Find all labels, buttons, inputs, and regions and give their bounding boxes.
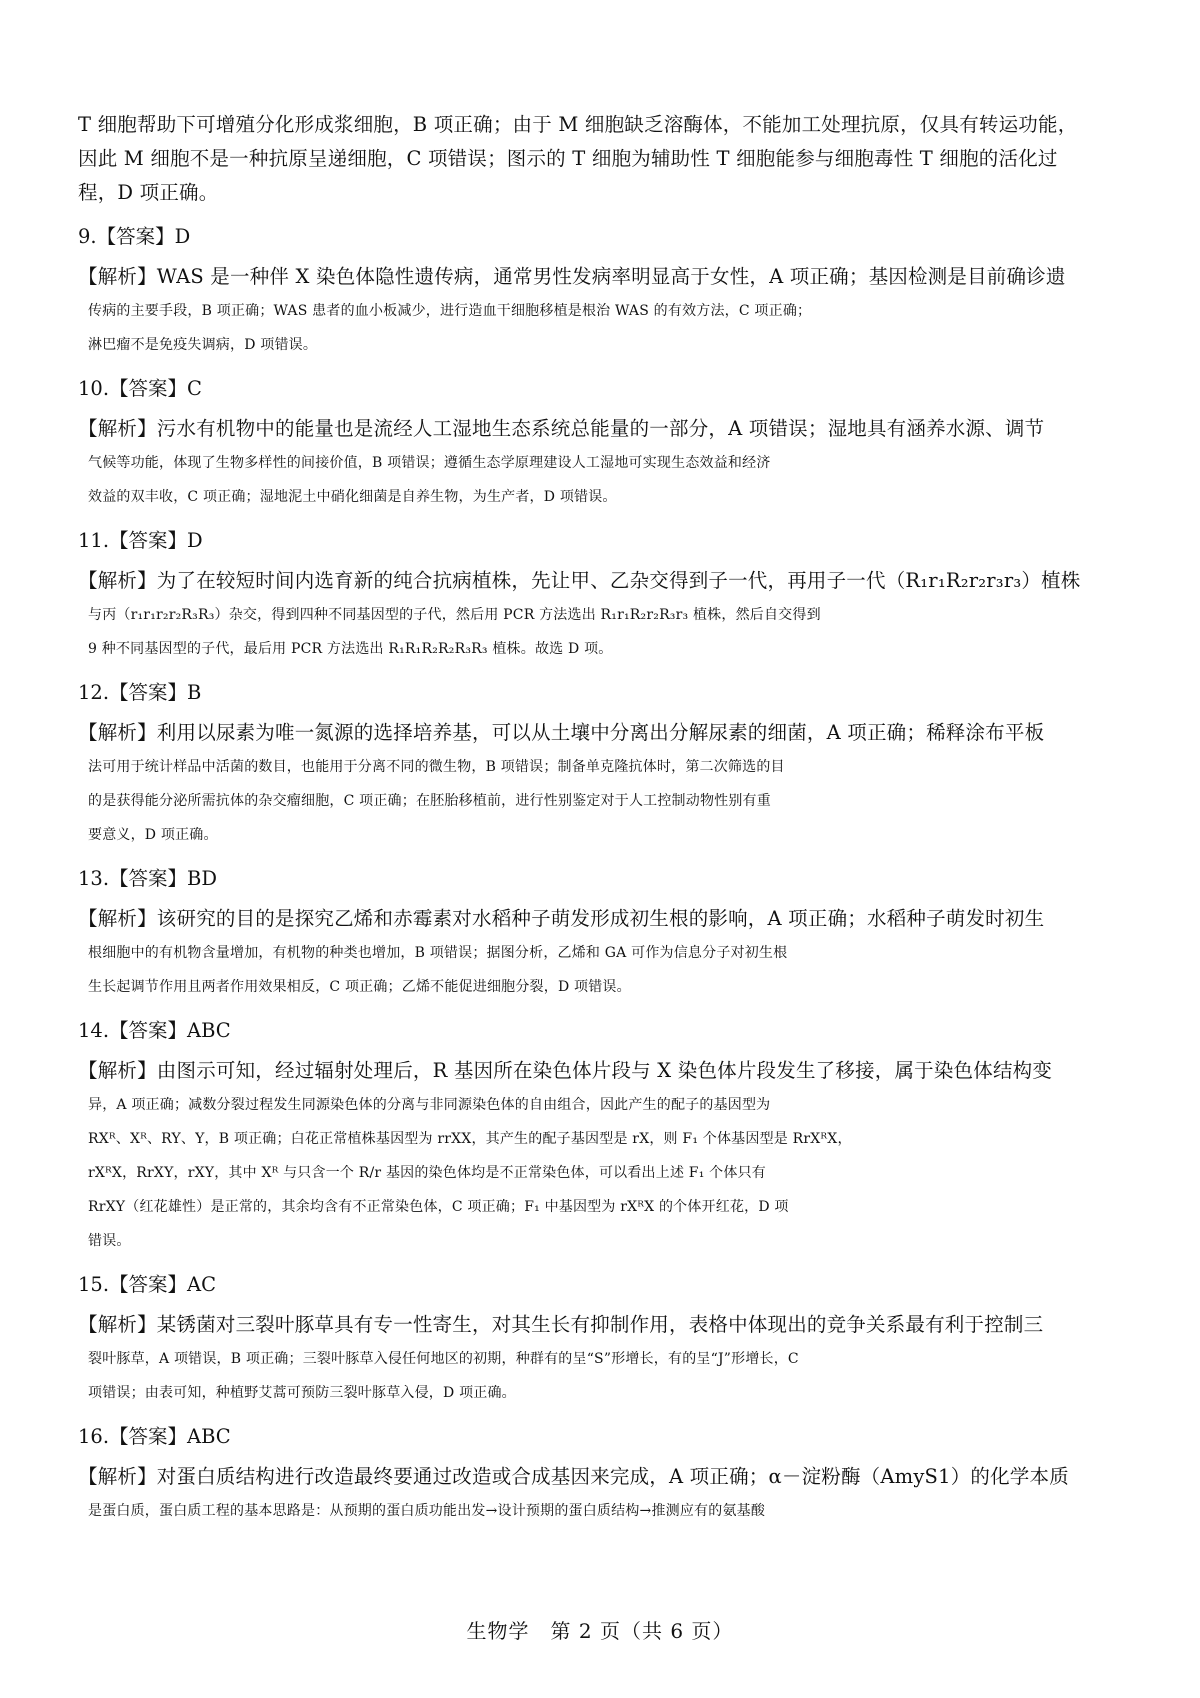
text-line: 【解析】为了在较短时间内选育新的纯合抗病植株，先让甲、乙杂交得到子一代，再用子一代（R₁r₁R₂r₂r₃r₃）植株: [78, 569, 1081, 592]
question-15: [78, 1268, 1118, 1410]
text-line: 异，A 项正确；减数分裂过程发生同源染色体的分离与非同源染色体的自由组合，因此产生的配子的基因型为: [88, 1097, 771, 1113]
answer-heading: 16.【答案】ABC: [78, 1425, 231, 1448]
text-line: 因此 M 细胞不是一种抗原呈递细胞，C 项错误；图示的 T 细胞为辅助性 T 细胞能参与细胞毒性 T 细胞的活化过: [78, 147, 1058, 170]
text-line: 要意义，D 项正确。: [88, 827, 218, 843]
answer-heading: 10.【答案】C: [78, 377, 202, 400]
answer-heading: 13.【答案】BD: [78, 867, 217, 890]
text-line: rXᴿX，RrXY，rXY，其中 Xᴿ 与只含一个 R/r 基因的染色体均是不正常染色体，可以看出上述 F₁ 个体只有: [88, 1165, 766, 1181]
text-line: 与丙（r₁r₁r₂r₂R₃R₃）杂交，得到四种不同基因型的子代，然后用 PCR 方法选出 R₁r₁R₂r₂R₃r₃ 植株，然后自交得到: [88, 607, 821, 623]
text-line: 【解析】WAS 是一种伴 X 染色体隐性遗传病，通常男性发病率明显高于女性，A 项正确；基因检测是目前确诊遗: [78, 265, 1066, 288]
text-line: 根细胞中的有机物含量增加，有机物的种类也增加，B 项错误；据图分析，乙烯和 GA 可作为信息分子对初生根: [88, 945, 788, 961]
text-line: 项错误；由表可知，种植野艾蒿可预防三裂叶豚草入侵，D 项正确。: [88, 1385, 516, 1401]
text-line: 【解析】该研究的目的是探究乙烯和赤霉素对水稻种子萌发形成初生根的影响，A 项正确；水稻种子萌发时初生: [78, 907, 1045, 930]
text-line: 生长起调节作用且两者作用效果相反，C 项正确；乙烯不能促进细胞分裂，D 项错误。: [88, 979, 631, 995]
text-line: 【解析】污水有机物中的能量也是流经人工湿地生态系统总能量的一部分，A 项错误；湿地具有涵养水源、调节: [78, 417, 1045, 440]
question-14: [78, 1014, 1118, 1258]
question-12: [78, 676, 1118, 852]
text-line: 效益的双丰收，C 项正确；湿地泥土中硝化细菌是自养生物，为生产者，D 项错误。: [88, 489, 617, 505]
text-line: 法可用于统计样品中活菌的数目，也能用于分离不同的微生物，B 项错误；制备单克隆抗体时，第二次筛选的目: [88, 759, 785, 775]
page-footer: 生物学 第 2 页（共 6 页）: [466, 1619, 734, 1643]
answer-heading: 12.【答案】B: [78, 681, 202, 704]
answer-heading: 11.【答案】D: [78, 529, 203, 552]
text-line: 裂叶豚草，A 项错误，B 项正确；三裂叶豚草入侵任何地区的初期，种群有的呈“S”形增长，有的呈“J”形增长，C: [88, 1351, 799, 1367]
question-9: [78, 220, 1118, 362]
text-line: 错误。: [88, 1233, 131, 1249]
text-line: RrXY（红花雄性）是正常的，其余均含有不正常染色体，C 项正确；F₁ 中基因型为 rXᴿX 的个体开红花，D 项: [88, 1199, 789, 1215]
question-10: [78, 372, 1118, 514]
text-line: 气候等功能，体现了生物多样性的间接价值，B 项错误；遵循生态学原理建设人工湿地可实现生态效益和经济: [88, 455, 771, 471]
intro-paragraph: [78, 108, 1118, 210]
text-line: 是蛋白质，蛋白质工程的基本思路是：从预期的蛋白质功能出发→设计预期的蛋白质结构→推测应有的氨基酸: [88, 1503, 766, 1519]
text-line: 【解析】由图示可知，经过辐射处理后，R 基因所在染色体片段与 X 染色体片段发生了移接，属于染色体结构变: [78, 1059, 1053, 1082]
page-content: [78, 108, 1118, 1528]
text-line: 淋巴瘤不是免疫失调病，D 项错误。: [88, 337, 318, 353]
question-13: [78, 862, 1118, 1004]
text-line: T 细胞帮助下可增殖分化形成浆细胞，B 项正确；由于 M 细胞缺乏溶酶体，不能加工处理抗原，仅具有转运功能，: [78, 113, 1078, 136]
text-line: RXᴿ、Xᴿ、RY、Y，B 项正确；白花正常植株基因型为 rrXX，其产生的配子基因型是 rX，则 F₁ 个体基因型是 RrXᴿX，: [88, 1131, 852, 1147]
answer-heading: 15.【答案】AC: [78, 1273, 217, 1296]
text-line: 【解析】利用以尿素为唯一氮源的选择培养基，可以从土壤中分离出分解尿素的细菌，A 项正确；稀释涂布平板: [78, 721, 1045, 744]
text-line: 传病的主要手段，B 项正确；WAS 患者的血小板减少，进行造血干细胞移植是根治 WAS 的有效方法，C 项正确；: [88, 303, 812, 319]
answer-heading: 9.【答案】D: [78, 225, 191, 248]
text-line: 9 种不同基因型的子代，最后用 PCR 方法选出 R₁R₁R₂R₂R₃R₃ 植株。故选 D 项。: [88, 641, 613, 657]
question-16: [78, 1420, 1118, 1528]
text-line: 程，D 项正确。: [78, 181, 219, 204]
question-11: [78, 524, 1118, 666]
answer-heading: 14.【答案】ABC: [78, 1019, 231, 1042]
text-line: 的是获得能分泌所需抗体的杂交瘤细胞，C 项正确；在胚胎移植前，进行性别鉴定对于人工控制动物性别有重: [88, 793, 771, 809]
text-line: 【解析】某锈菌对三裂叶豚草具有专一性寄生，对其生长有抑制作用，表格中体现出的竞争关系最有利于控制三: [78, 1313, 1044, 1336]
text-line: 【解析】对蛋白质结构进行改造最终要通过改造或合成基因来完成，A 项正确；α－淀粉酶（AmyS1）的化学本质: [78, 1465, 1069, 1488]
